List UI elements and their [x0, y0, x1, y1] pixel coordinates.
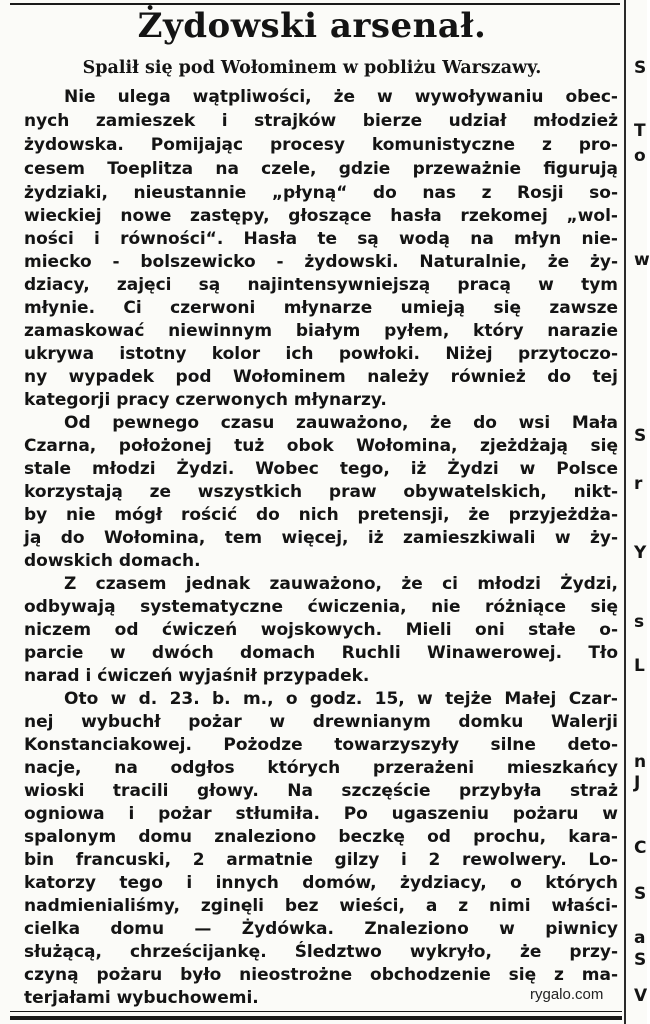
body-line: Czarna, położonej tuż obok Wołomina, zjeżdżają się: [24, 436, 618, 456]
body-line: ogniowa i pożar stłumiła. Po ugaszeniu pożaru w: [24, 804, 618, 824]
body-line: by nie mógł rościć do nich pretensji, że przyjeżdża-: [24, 505, 618, 525]
adjacent-column-char: s: [634, 612, 645, 632]
bottom-rule: [10, 1016, 622, 1020]
bottom-rule-thin: [10, 1011, 622, 1012]
body-line: młynie. Ci czerwoni młynarze umieją się zawsze: [24, 298, 618, 318]
body-line: wioski tracili głowy. Na szczęście przybyła straż: [24, 781, 618, 801]
watermark: rygalo.com: [530, 986, 604, 1003]
adjacent-column-char: J: [634, 773, 641, 793]
article-subheadline: Spalił się pod Wołominem w pobliżu Warszawy.: [82, 58, 542, 78]
body-line: Konstanciakowej. Pożodze towarzyszyły silne deto-: [24, 735, 618, 755]
body-line: terjałami wybuchowemi.: [24, 988, 259, 1008]
body-line: Oto w d. 23. b. m., o godz. 15, w tejże Małej Czar-: [64, 689, 618, 709]
body-line: korzystają ze wszystkich praw obywatelskich, nikt-: [24, 482, 618, 502]
body-line: bin francuski, 2 armatnie gilzy i 2 rewolwery. Lo-: [24, 850, 618, 870]
body-line: żydziaki, nieustannie „płyną“ do nas z Rosji so-: [24, 183, 618, 203]
top-rule: [10, 3, 620, 5]
body-line: ności i równości“. Hasła te są wodą na młyn nie-: [24, 229, 618, 249]
body-line: miecko - bolszewicko - żydowski. Naturalnie, że ży-: [24, 252, 618, 272]
adjacent-column-char: S: [634, 426, 647, 446]
body-line: Z czasem jednak zauważono, że ci młodzi Żydzi,: [64, 574, 618, 594]
body-line: zamaskować niewinnym białym pyłem, który narazie: [24, 321, 618, 341]
body-line: czyną pożaru było nieostrożne obchodzenie się z ma-: [24, 965, 618, 985]
body-line: cesem Toeplitza na czele, gdzie przeważnie figurują: [24, 159, 618, 179]
body-line: stale młodzi Żydzi. Wobec tego, iż Żydzi w Polsce: [24, 459, 618, 479]
body-line: nadmienialiśmy, zginęli bez wieści, a z nimi właści-: [24, 896, 618, 916]
adjacent-column-char: Y: [634, 543, 647, 563]
body-line: niczem od ćwiczeń wojskowych. Mieli oni stałe o-: [24, 620, 618, 640]
body-line: nej wybuchł pożar w drewnianym domku Walerji: [24, 712, 618, 732]
body-line: ny wypadek pod Wołominem należy również do tej: [24, 367, 618, 387]
body-line: dziacy, zajęci są najintensywniejszą pracą w tym: [24, 275, 618, 295]
body-line: narad i ćwiczeń wyjaśnił przypadek.: [24, 666, 370, 686]
adjacent-column-char: C: [634, 838, 647, 858]
body-line: służącą, chrześcijankę. Śledztwo wykryło, że przy-: [24, 942, 618, 962]
adjacent-column-char: S: [634, 58, 647, 78]
body-line: odbywają systematyczne ćwiczenia, nie różniące się: [24, 597, 618, 617]
body-line: nych zamieszek i strajków bierze udział młodzież: [24, 111, 618, 131]
adjacent-column-char: a: [634, 928, 646, 948]
adjacent-column-char: S: [634, 884, 647, 904]
body-line: parcie w dwóch domach Ruchli Winawerowej. Tło: [24, 643, 618, 663]
adjacent-column-char: n: [634, 752, 647, 772]
body-line: Od pewnego czasu zauważono, że do wsi Mała: [64, 413, 618, 433]
adjacent-column-char: V: [634, 986, 648, 1006]
column-divider: [624, 0, 626, 1024]
body-line: kategorji pracy czerwonych młynarzy.: [24, 390, 387, 410]
body-line: katorzy tego i innych domów, żydziacy, o których: [24, 873, 618, 893]
body-line: wieckiej nowe zastępy, głoszące hasła rzekomej „wol-: [24, 206, 618, 226]
adjacent-column-char: w: [634, 250, 650, 270]
body-line: ją do Wołomina, tem więcej, iż zamieszkiwali w ży-: [24, 528, 618, 548]
adjacent-column-char: o: [634, 146, 646, 166]
adjacent-column-char: L: [634, 656, 645, 676]
body-line: Nie ulega wątpliwości, że w wywoływaniu obec-: [64, 87, 618, 107]
body-line: spalonym domu znaleziono beczkę od prochu, kara-: [24, 827, 618, 847]
body-line: cielka domu — Żydówka. Znaleziono w piwnicy: [24, 919, 618, 939]
body-line: nacje, na odgłos których przerażeni mieszkańcy: [24, 758, 618, 778]
body-line: ukrywa istotny kolor ich powłoki. Niżej przytoczo-: [24, 344, 618, 364]
adjacent-column-char: S: [634, 950, 647, 970]
article-headline: Żydowski arsenał.: [137, 6, 487, 46]
adjacent-column-char: r: [634, 474, 643, 494]
adjacent-column-char: T: [634, 121, 646, 141]
body-line: żydowska. Pomijając procesy komunistyczne z pro-: [24, 135, 618, 155]
body-line: dowskich domach.: [24, 551, 201, 571]
